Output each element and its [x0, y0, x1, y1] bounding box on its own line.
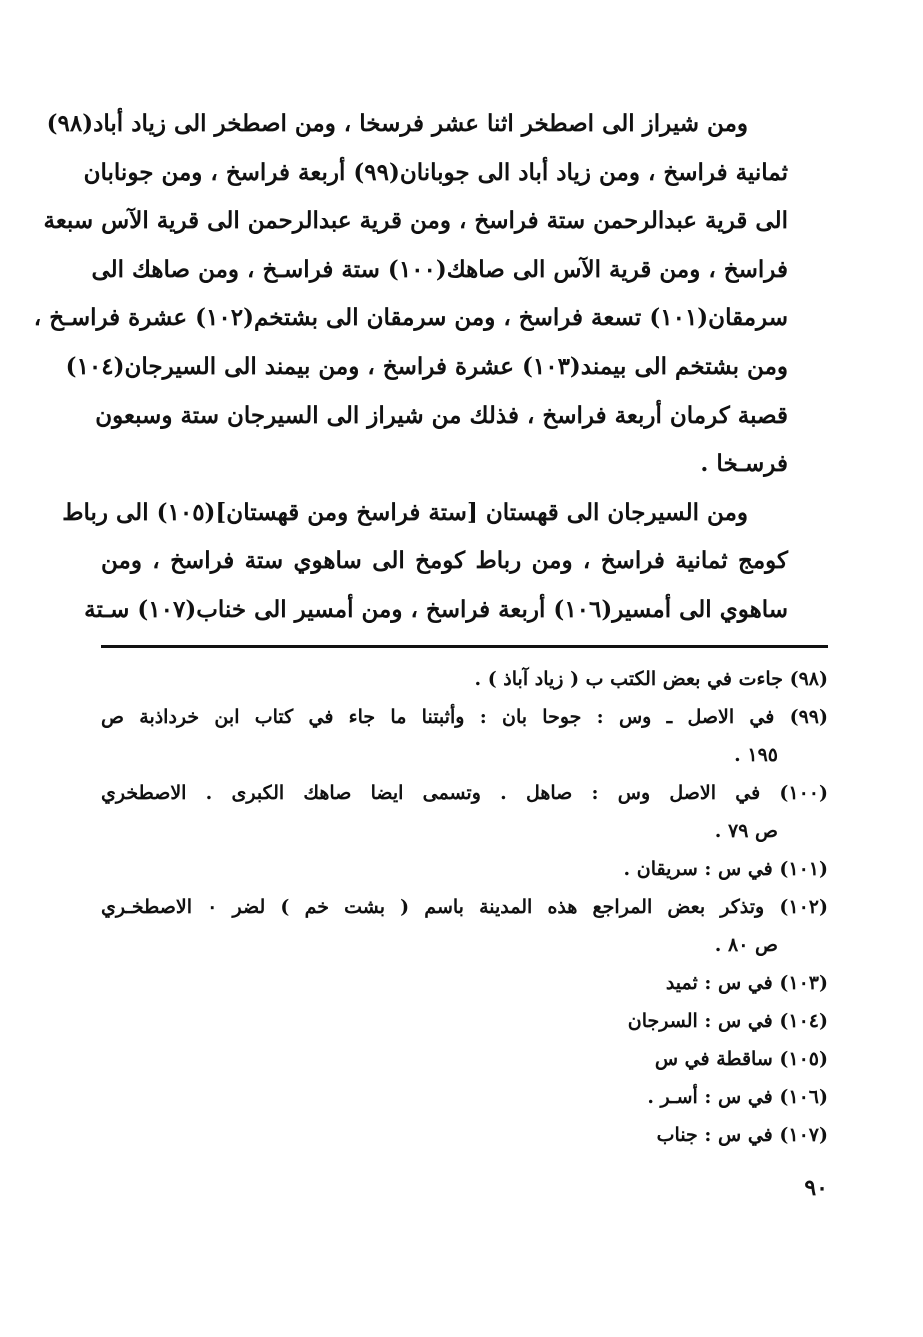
- text-line: ومن شيراز الى اصطخر اثنا عشر فرسخا ، ومن اصطخر الى زياد أباد(٩٨): [46, 110, 748, 137]
- footnotes: [101, 660, 828, 1154]
- footnote-106: (١٠٦) في س : أسـر .: [647, 1086, 828, 1108]
- paragraph-1: [33, 100, 828, 489]
- footnote-102-continued: ص ٨٠ .: [714, 934, 778, 956]
- footnote-divider: [101, 645, 828, 648]
- text-line: ساهوي الى أمسير(١٠٦) أربعة فراسخ ، ومن أمسير الى خناب(١٠٧) سـتة: [84, 595, 788, 623]
- text-line: كومج ثمانية فراسخ ، ومن رباط كومخ الى ساهوي ستة فراسخ ، ومن: [101, 547, 788, 575]
- footnote-100: (١٠٠) في الاصل وس : صاهل . وتسمى ايضا صاهك الكبرى . الاصطخري: [101, 782, 828, 804]
- text-line: ومن السيرجان الى قهستان [ستة فراسخ ومن قهستان](١٠٥) الى رباط: [62, 498, 748, 526]
- footnote-98: (٩٨) جاءت في بعض الكتب ب ( زياد آباذ ) .: [474, 668, 828, 690]
- footnote-103: (١٠٣) في س : ثميد: [665, 972, 828, 994]
- paragraph-2: [62, 489, 828, 635]
- text-line: ثمانية فراسخ ، ومن زياد أباد الى جوبانان(٩٩) أربعة فراسخ ، ومن جونابان: [83, 158, 788, 186]
- main-text: [33, 100, 828, 635]
- text-line: قصبة كرمان أربعة فراسخ ، فذلك من شيراز الى السيرجان ستة وسبعون: [95, 401, 788, 429]
- footnote-99: (٩٩) في الاصل ـ وس : جوحا بان : وأثبتنا ما جاء في كتاب ابن خرداذبة ص: [101, 706, 828, 728]
- footnote-104: (١٠٤) في س : السرجان: [627, 1010, 828, 1032]
- footnote-102: (١٠٢) وتذكر بعض المراجع هذه المدينة باسم ( بشت خم ) لضر ٠ الاصطخـري: [101, 896, 828, 918]
- page-number: ٩٠: [804, 1175, 828, 1201]
- footnote-99-continued: ١٩٥ .: [734, 744, 778, 766]
- text-line: فراسخ ، ومن قرية الآس الى صاهك(١٠٠) ستة فراسـخ ، ومن صاهك الى: [91, 255, 788, 283]
- text-line: فرسـخا .: [700, 450, 788, 478]
- text-line: ومن بشتخم الى بيمند(١٠٣) عشرة فراسخ ، ومن بيمند الى السيرجان(١٠٤): [65, 352, 788, 380]
- footnote-101: (١٠١) في س : سريقان .: [623, 858, 828, 880]
- footnote-107: (١٠٧) في س : جناب: [656, 1124, 828, 1146]
- footnote-105: (١٠٥) ساقطة في س: [654, 1048, 828, 1070]
- footnote-100-continued: ص ٧٩ .: [714, 820, 778, 842]
- text-line: الى قرية عبدالرحمن ستة فراسخ ، ومن قرية عبدالرحمن الى قرية الآس سبعة: [43, 207, 788, 235]
- text-line: سرمقان(١٠١) تسعة فراسخ ، ومن سرمقان الى بشتخم(١٠٢) عشرة فراسـخ ،: [33, 304, 788, 332]
